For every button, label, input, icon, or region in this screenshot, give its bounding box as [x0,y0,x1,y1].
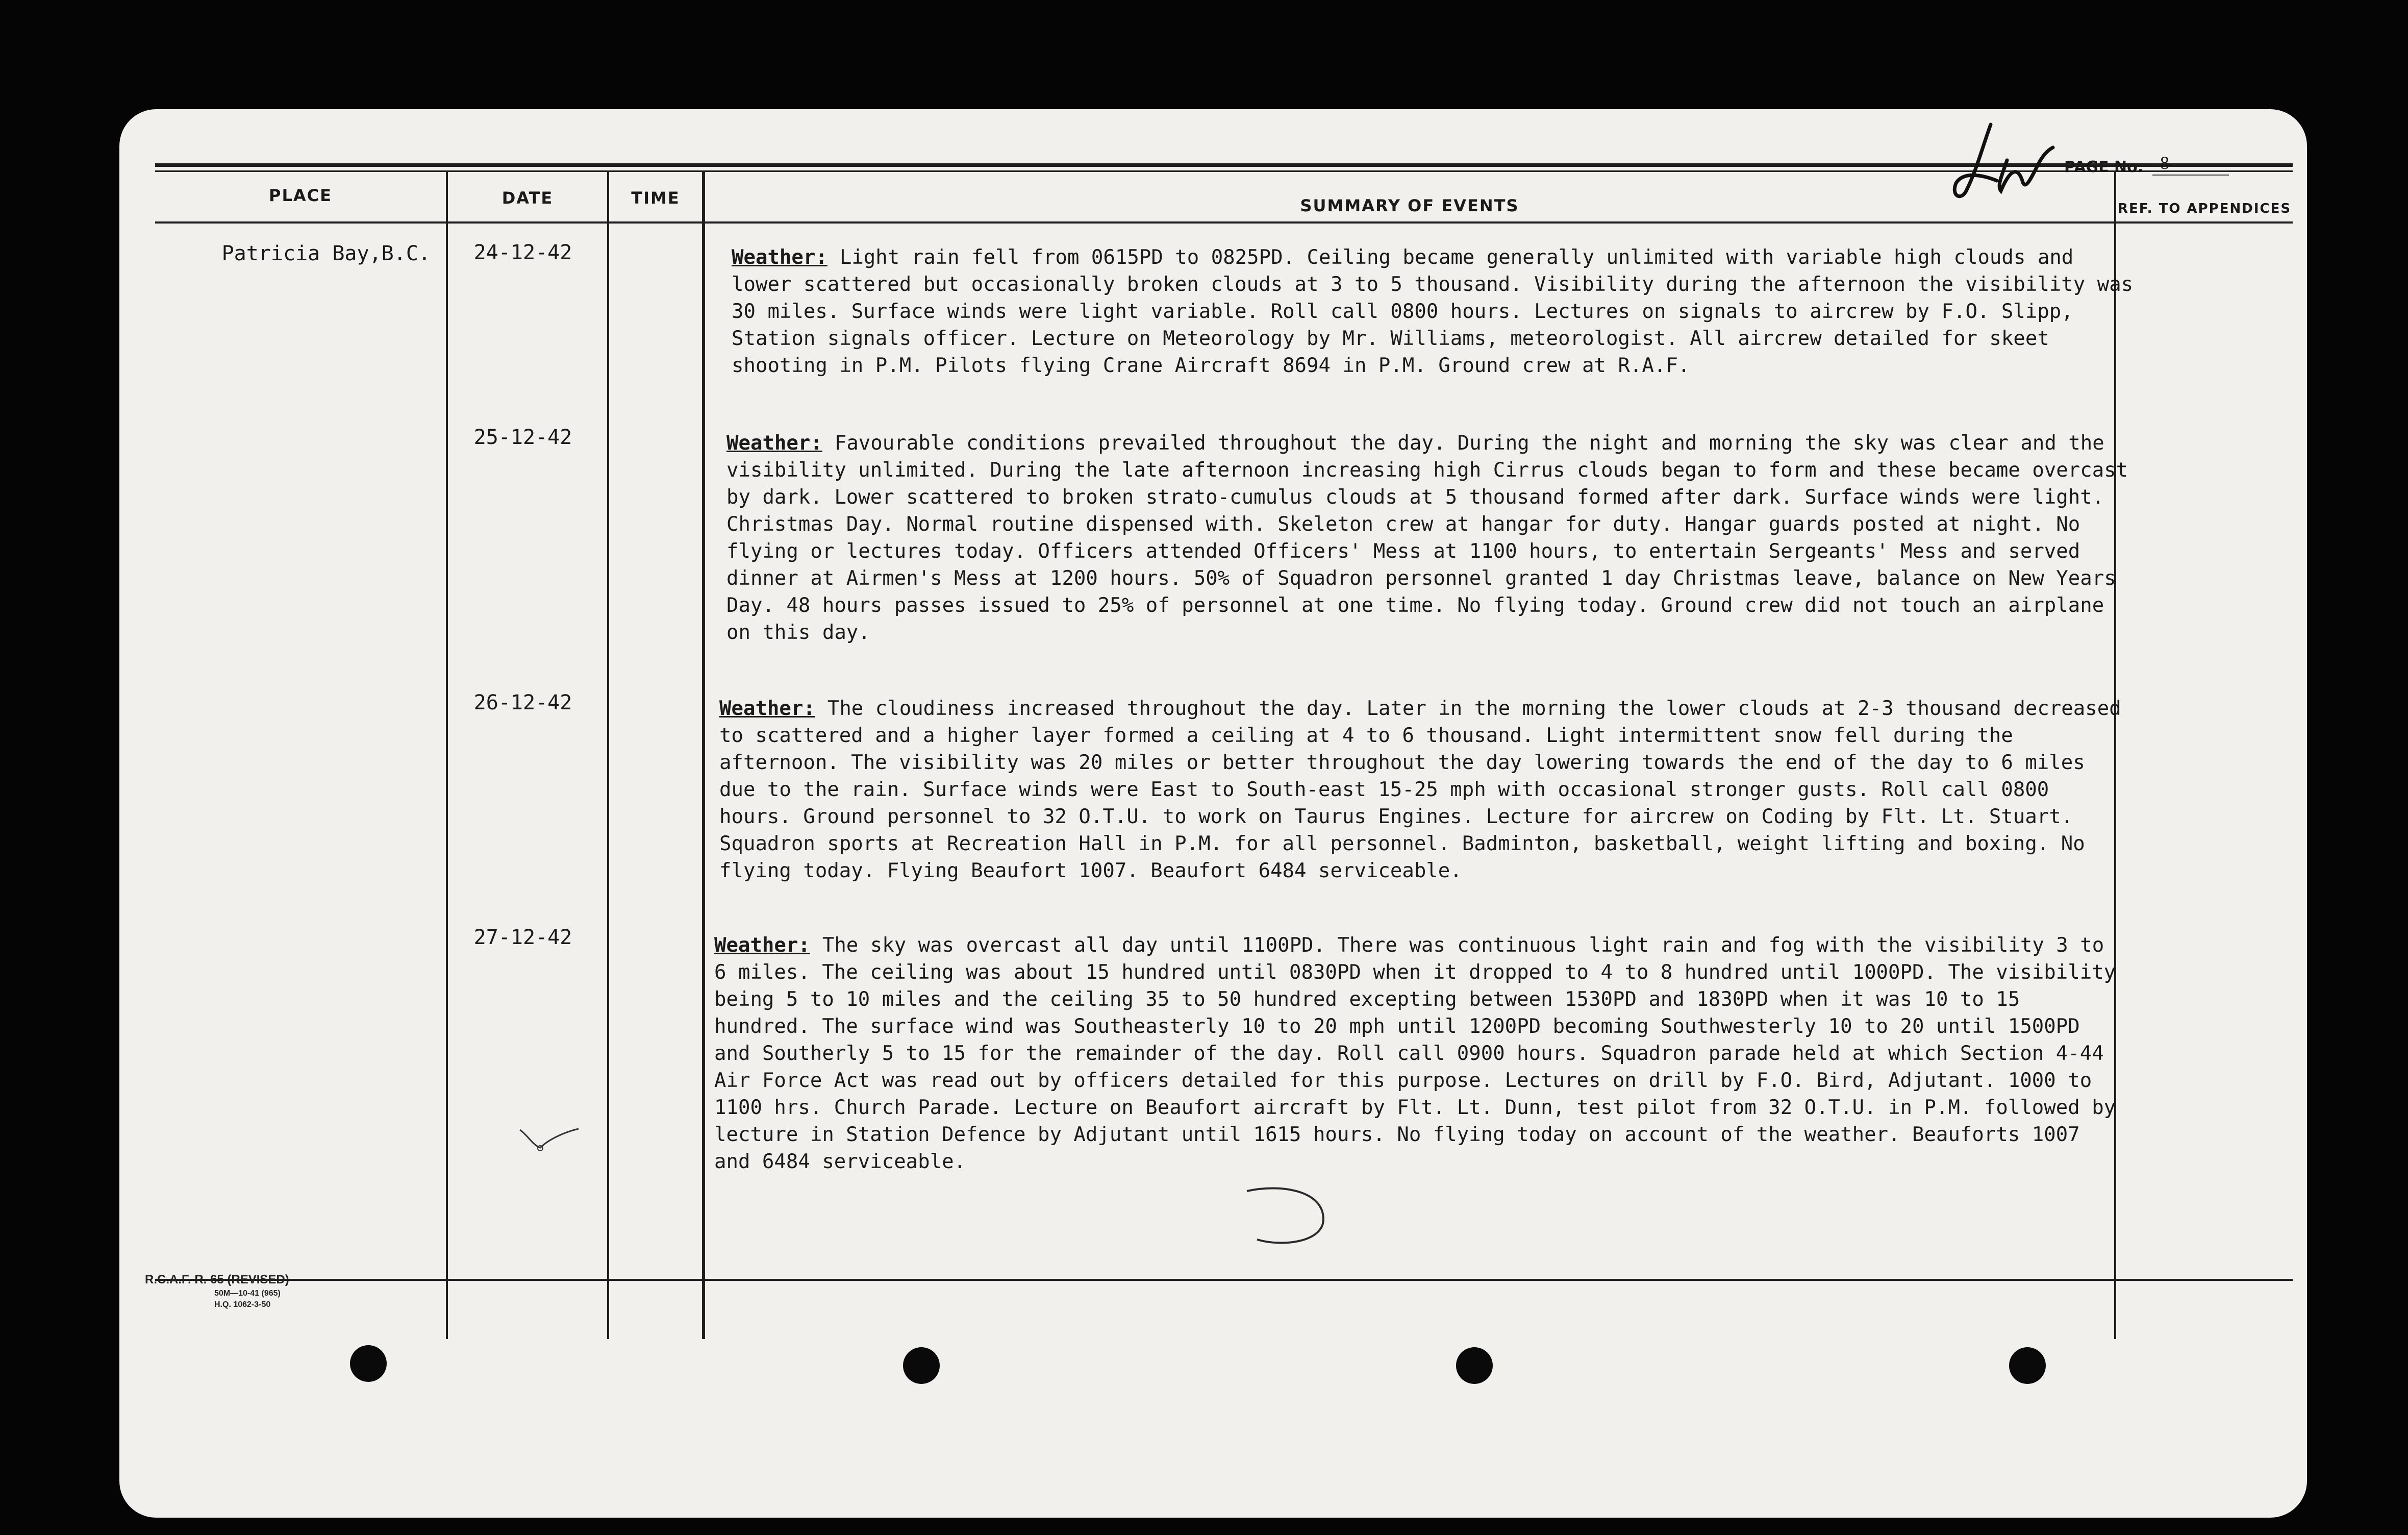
binder-hole [1456,1347,1493,1384]
weather-heading: Weather: [732,246,827,269]
form-id-line3: H.Q. 1062-3-50 [214,1300,271,1309]
header-summary: SUMMARY OF EVENTS [1300,196,1519,215]
col-line-time-summary [702,170,705,1339]
date-entry-3: 26-12-42 [473,691,572,714]
binder-hole [903,1347,940,1384]
page-number-value: 8 [2160,153,2169,173]
summary-text: The sky was overcast all day until 1100PD. There was continuous light rain and fog with the visibility 3 to 6 miles. The ceiling was about 15 hundred until 0830PD when it dropped to 4 to 8 hundred until 1000PD. The visibility being 5 to 10 miles and the ceiling 35 to 50 hundred excepting between 1530PD and 1830PD when it was 10 to 15 hundred. The surface wind was Southeasterly 10 to 20 mph until 1200PD becoming Southwesterly 10 to 20 until 1500PD and Southerly 5 to 15 for the remainder of the day. Roll call 0900 hours. Squadron parade held at which Section 4-44 Air Force Act was read out by officers detailed for this purpose. Lectures on drill by F.O. Bird, Adjutant. 1000 to 1100 hrs. Church Parade. Lecture on Beaufort aircraft by Flt. Lt. Dunn, test pilot from 32 O.T.U. in P.M. followed by lecture in Station Defence by Adjutant until 1615 hours. No flying today on account of the weather. Beauforts 1007 and 6484 serviceable. [714,934,2116,1173]
place-entry: Patricia Bay,B.C. [221,242,431,265]
weather-heading: Weather: [714,934,810,957]
summary-entry-4 [714,932,2127,1175]
summary-text: Light rain fell from 0615PD to 0825PD. Ceiling became generally unlimited with variable high clouds and lower scattered but occasionally broken clouds at 3 to 5 thousand. Visibility during the afternoon the visibility was 30 miles. Surface winds were light variable. Roll call 0800 hours. Lectures on signals to aircrew by F.O. Slipp, Station signals officer. Lecture on Meteorology by Mr. Williams, meteorologist. All aircrew detailed for skeet shooting in P.M. Pilots flying Crane Aircraft 8694 in P.M. Ground crew at R.A.F. [732,246,2134,377]
form-id-line2: 50M—10-41 (965) [214,1289,281,1298]
date-entry-4: 27-12-42 [473,926,572,949]
page-number-label: PAGE No. [2064,158,2144,176]
date-entry-1: 24-12-42 [473,241,572,264]
handwritten-initials [1946,119,2063,206]
weather-heading: Weather: [726,432,822,455]
summary-text: The cloudiness increased throughout the day. Later in the morning the lower clouds at 2-3 thousand decreased to scattered and a higher layer formed a ceiling at 4 to 6 thousand. Light intermittent snow fell during the afternoon. The visibility was 20 miles or better throughout the day lowering towards the end of the day to 6 miles due to the rain. Surface winds were East to South-east 15-25 mph with occasional stronger gusts. Roll call 0800 hours. Ground personnel to 32 O.T.U. to work on Taurus Engines. Lecture for aircrew on Coding by Flt. Lt. Stuart. Squadron sports at Recreation Hall in P.M. for all personnel. Badminton, basketball, weight lifting and boxing. No flying today. Flying Beaufort 1007. Beaufort 6484 serviceable. [719,697,2121,882]
col-line-date-time [607,170,609,1339]
page-number-underline [2152,175,2229,176]
summary-entry-1 [732,244,2145,379]
date-entry-2: 25-12-42 [473,426,572,449]
binder-hole [2009,1347,2046,1384]
summary-entry-2 [726,430,2140,646]
col-line-place-date [446,170,448,1339]
summary-text: Favourable conditions prevailed throughout the day. During the night and morning the sky was clear and the visibility unlimited. During the late afternoon increasing high Cirrus clouds began to form and these became overcast by dark. Lower scattered to broken strato-cumulus clouds at 5 thousand formed after dark. Surface winds were light. Christmas Day. Normal routine dispensed with. Skeleton crew at hangar for duty. Hangar guards posted at night. No flying or lectures today. Officers attended Officers' Mess at 1100 hours, to entertain Sergeants' Mess and served dinner at Airmen's Mess at 1200 hours. 50% of Squadron personnel granted 1 day Christmas leave, balance on New Years Day. 48 hours passes issued to 25% of personnel at one time. No flying today. Ground crew did not touch an airplane on this day. [726,432,2128,644]
header-time: TIME [631,188,680,208]
bottom-rule [155,1279,2293,1281]
weather-heading: Weather: [719,697,815,720]
faint-stamp-mark [1237,1181,1339,1252]
diary-form-card [119,109,2307,1518]
header-rule [155,221,2293,224]
binder-hole [350,1345,387,1382]
form-id-line1: R.C.A.F. R. 65 (REVISED) [145,1273,289,1286]
header-place: PLACE [269,186,332,205]
header-ref: REF. TO APPENDICES [2117,201,2292,216]
header-date: DATE [501,188,554,208]
pencil-tick-mark [517,1125,584,1155]
summary-entry-3 [719,695,2133,884]
